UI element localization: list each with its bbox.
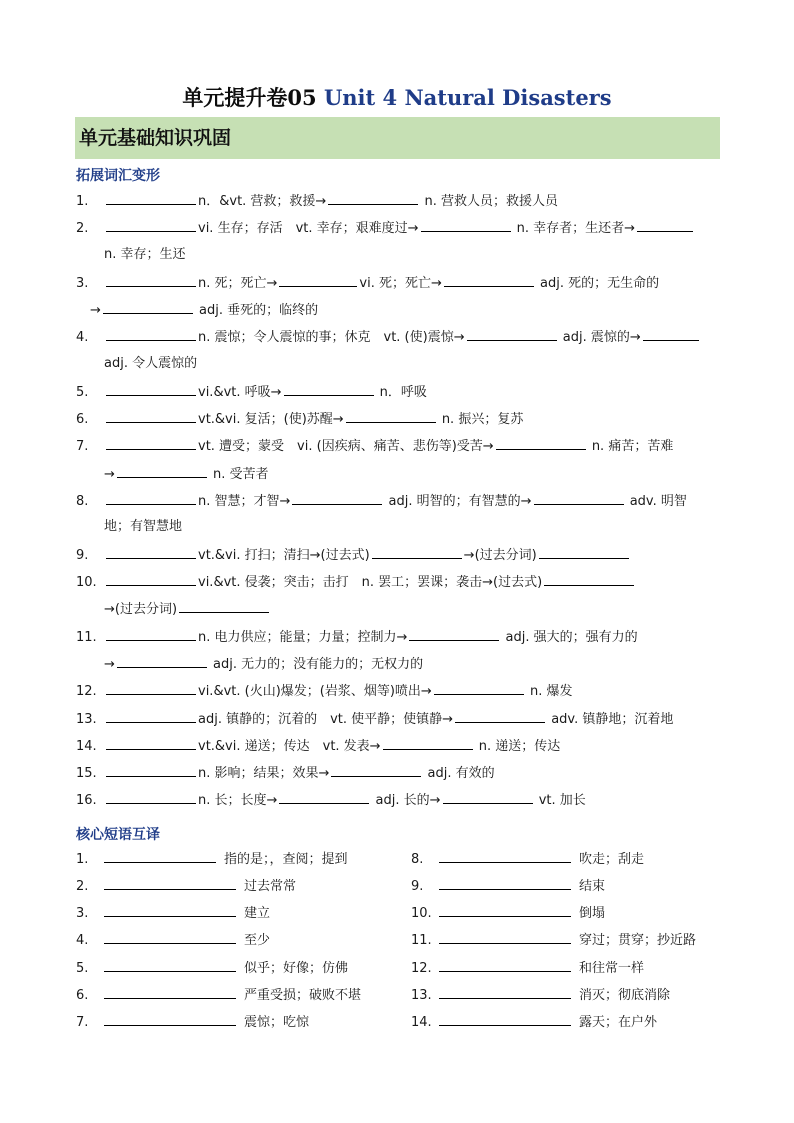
- vocab-item-3-cont: → adj. 垂死的；临终的: [90, 299, 318, 319]
- answer-blank[interactable]: [106, 762, 196, 777]
- vocab-item-2-cont: n. 幸存；生还: [104, 247, 186, 262]
- answer-blank[interactable]: [104, 848, 216, 863]
- answer-blank[interactable]: [292, 490, 382, 505]
- answer-blank[interactable]: [284, 381, 374, 396]
- vocab-item-8: 8. n. 智慧；才智→ adj. 明智的；有智慧的→ adv. 明智: [76, 490, 687, 510]
- answer-blank[interactable]: [421, 217, 511, 232]
- answer-blank[interactable]: [439, 984, 571, 999]
- answer-blank[interactable]: [439, 929, 571, 944]
- answer-blank[interactable]: [439, 1011, 571, 1026]
- title-en: Unit 4 Natural Disasters: [323, 85, 612, 110]
- phrase-item-10: 10. 倒塌: [411, 902, 605, 922]
- answer-blank[interactable]: [106, 490, 196, 505]
- answer-blank[interactable]: [331, 762, 421, 777]
- answer-blank[interactable]: [106, 789, 196, 804]
- phrase-item-12: 12. 和往常一样: [411, 957, 644, 977]
- answer-blank[interactable]: [106, 381, 196, 396]
- answer-blank[interactable]: [106, 544, 196, 559]
- answer-blank[interactable]: [104, 957, 236, 972]
- phrase-item-4: 4. 至少: [76, 929, 270, 949]
- answer-blank[interactable]: [104, 984, 236, 999]
- answer-blank[interactable]: [104, 929, 236, 944]
- answer-blank[interactable]: [106, 680, 196, 695]
- vocab-item-7-cont: → n. 受苦者: [104, 463, 269, 483]
- answer-blank[interactable]: [106, 272, 196, 287]
- answer-blank[interactable]: [106, 326, 196, 341]
- vocab-item-6: 6. vt.&vi. 复活；(使)苏醒→ n. 振兴；复苏: [76, 408, 523, 428]
- vocab-item-15: 15. n. 影响；结果；效果→ adj. 有效的: [76, 762, 495, 782]
- vocab-item-1: 1. n．&vt. 营救；救援→ n. 营救人员；救援人员: [76, 190, 558, 210]
- answer-blank[interactable]: [434, 680, 524, 695]
- phrase-item-14: 14. 露天；在户外: [411, 1011, 657, 1031]
- phrase-item-9: 9. 结束: [411, 875, 605, 895]
- vocab-item-10: 10. vi.&vt. 侵袭；突击；击打 n. 罢工；罢课；袭击→(过去式): [76, 571, 636, 591]
- answer-blank[interactable]: [643, 326, 699, 341]
- answer-blank[interactable]: [104, 902, 236, 917]
- page-title: [0, 82, 794, 112]
- answer-blank[interactable]: [539, 544, 629, 559]
- answer-blank[interactable]: [106, 708, 196, 723]
- answer-blank[interactable]: [279, 272, 357, 287]
- vocab-item-4-cont: adj. 令人震惊的: [104, 356, 198, 371]
- vocab-item-4: 4. n. 震惊；令人震惊的事；休克 vt. (使)震惊→ adj. 震惊的→: [76, 326, 701, 346]
- answer-blank[interactable]: [439, 848, 571, 863]
- answer-blank[interactable]: [467, 326, 557, 341]
- answer-blank[interactable]: [106, 408, 196, 423]
- answer-blank[interactable]: [443, 789, 533, 804]
- vocab-item-16: 16. n. 长；长度→ adj. 长的→ vt. 加长: [76, 789, 586, 809]
- vocab-item-8-cont: 地；有智慧地: [104, 519, 183, 534]
- answer-blank[interactable]: [279, 789, 369, 804]
- answer-blank[interactable]: [346, 408, 436, 423]
- title-cn: 单元提升卷05: [182, 85, 317, 110]
- answer-blank[interactable]: [103, 299, 193, 314]
- vocab-item-2: 2. vi. 生存；存活 vt. 幸存；艰难度过→ n. 幸存者；生还者→: [76, 217, 695, 237]
- answer-blank[interactable]: [106, 735, 196, 750]
- answer-blank[interactable]: [409, 626, 499, 641]
- section2-heading: 核心短语互译: [76, 827, 160, 843]
- vocab-item-12: 12. vi.&vt. (火山)爆发；(岩浆、烟等)喷出→ n. 爆发: [76, 680, 572, 700]
- answer-blank[interactable]: [106, 435, 196, 450]
- answer-blank[interactable]: [106, 190, 196, 205]
- answer-blank[interactable]: [179, 598, 269, 613]
- phrase-item-3: 3. 建立: [76, 902, 270, 922]
- answer-blank[interactable]: [439, 875, 571, 890]
- vocab-item-11-cont: → adj. 无力的；没有能力的；无权力的: [104, 653, 423, 673]
- vocab-item-14: 14. vt.&vi. 递送；传达 vt. 发表→ n. 递送；传达: [76, 735, 560, 755]
- vocab-item-11: 11. n. 电力供应；能量；力量；控制力→ adj. 强大的；强有力的: [76, 626, 638, 646]
- vocab-item-5: 5. vi.&vt. 呼吸→ n．呼吸: [76, 381, 427, 401]
- answer-blank[interactable]: [455, 708, 545, 723]
- answer-blank[interactable]: [383, 735, 473, 750]
- phrase-item-2: 2. 过去常常: [76, 875, 296, 895]
- answer-blank[interactable]: [117, 653, 207, 668]
- answer-blank[interactable]: [328, 190, 418, 205]
- answer-blank[interactable]: [104, 1011, 236, 1026]
- section1-heading: 拓展词汇变形: [76, 168, 160, 184]
- phrase-item-11: 11. 穿过；贯穿；抄近路: [411, 929, 696, 949]
- vocab-item-9: 9. vt.&vi. 打扫；清扫→(过去式) →(过去分词): [76, 544, 631, 564]
- section-banner: 单元基础知识巩固: [75, 117, 720, 159]
- phrase-item-1: 1. 指的是；，查阅；提到: [76, 848, 348, 868]
- answer-blank[interactable]: [104, 875, 236, 890]
- answer-blank[interactable]: [637, 217, 693, 232]
- answer-blank[interactable]: [496, 435, 586, 450]
- answer-blank[interactable]: [439, 902, 571, 917]
- vocab-item-13: 13. adj. 镇静的；沉着的 vt. 使平静；使镇静→ adv. 镇静地；沉着地: [76, 708, 673, 728]
- phrase-item-7: 7. 震惊；吃惊: [76, 1011, 309, 1031]
- answer-blank[interactable]: [439, 957, 571, 972]
- answer-blank[interactable]: [117, 463, 207, 478]
- phrase-item-6: 6. 严重受损；破败不堪: [76, 984, 361, 1004]
- answer-blank[interactable]: [372, 544, 462, 559]
- answer-blank[interactable]: [106, 217, 196, 232]
- answer-blank[interactable]: [544, 571, 634, 586]
- answer-blank[interactable]: [106, 571, 196, 586]
- phrase-item-5: 5. 似乎；好像；仿佛: [76, 957, 348, 977]
- vocab-item-7: 7. vt. 遭受；蒙受 vi. (因疾病、痛苦、悲伤等)受苦→ n. 痛苦；苦难: [76, 435, 673, 455]
- phrase-item-13: 13. 消灭；彻底消除: [411, 984, 670, 1004]
- answer-blank[interactable]: [444, 272, 534, 287]
- answer-blank[interactable]: [106, 626, 196, 641]
- phrase-item-8: 8. 吹走；刮走: [411, 848, 644, 868]
- vocab-item-3: 3. n. 死；死亡→ vi. 死；死亡→ adj. 死的；无生命的: [76, 272, 659, 292]
- vocab-item-10-cont: →(过去分词): [104, 598, 271, 618]
- answer-blank[interactable]: [534, 490, 624, 505]
